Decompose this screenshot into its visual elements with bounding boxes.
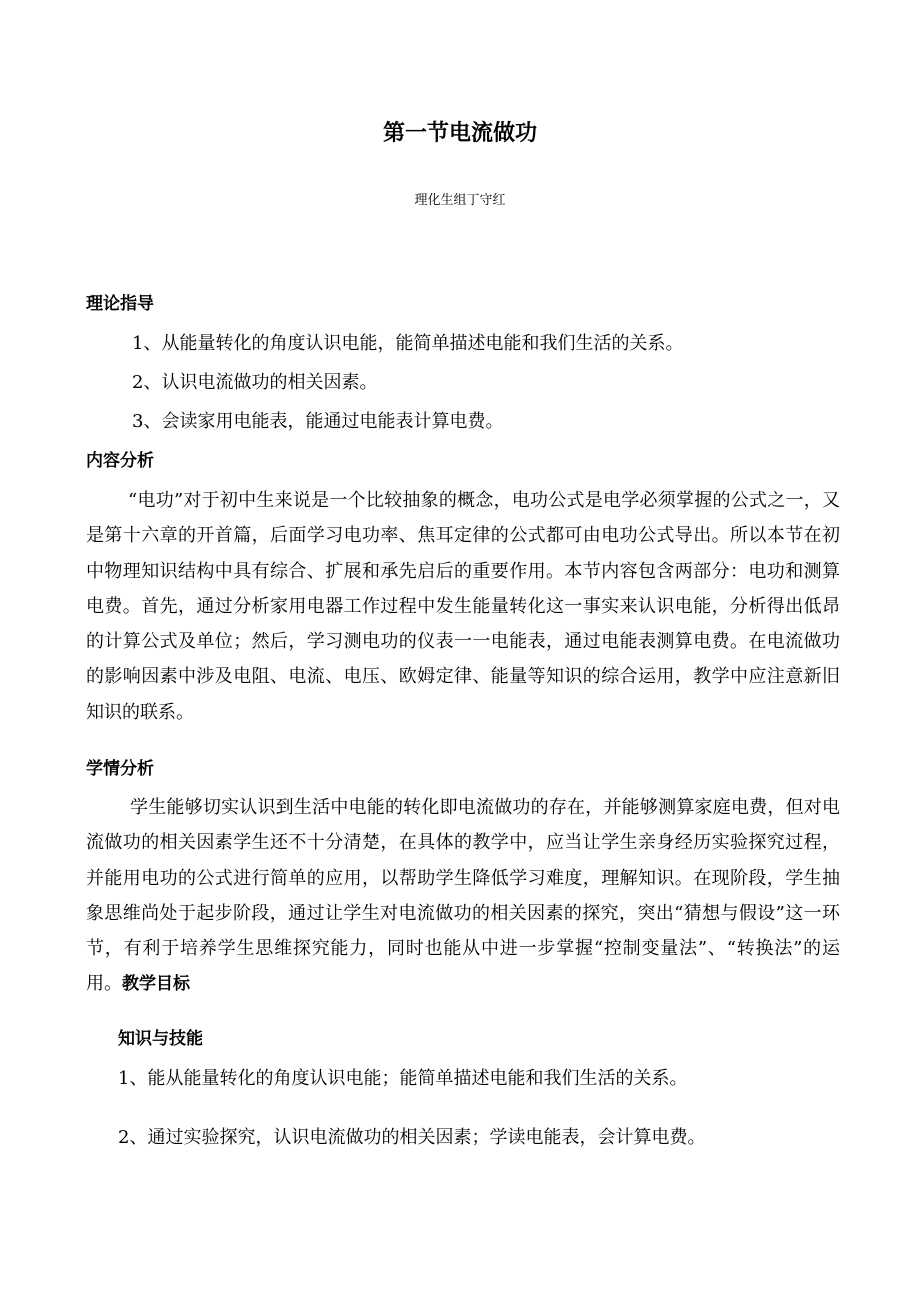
knowledge-item-1: 1、能从能量转化的角度认识电能；能简单描述电能和我们生活的关系。 [118,1068,688,1089]
theory-item-1: 1、从能量转化的角度认识电能，能简单描述电能和我们生活的关系。 [132,333,684,354]
student-analysis-text: 学生能够切实认识到生活中电能的转化即电流做功的存在，并能够测算家庭电费，但对电流做功的相关因素学生还不十分清楚，在具体的教学中，应当让学生亲身经历实验探究过程，并能用电功的公式进行简单的应用，以帮助学生降低学习难度，理解知识。在现阶段，学生抽象思维尚处于起步阶段，通过让学生对电流做功的相关因素的探究，突出“猜想与假设”这一环节，有利于培养学生思维探究能力，同时也能从中进一步掌握“控制变量法”、“转换法”的运用。 [86,797,840,995]
content-analysis-paragraph: “电功”对于初中生来说是一个比较抽象的概念，电功公式是电学必须掌握的公式之一，又是第十六章的开首篇，后面学习电功率、焦耳定律的公式都可由电功公式导出。所以本节在初中物理知识结构中具有综合、扩展和承先启后的重要作用。本节内容包含两部分：电功和测算电费。首先，通过分析家用电器工作过程中发生能量转化这一事实来认识电能，分析得出低昂的计算公式及单位；然后，学习测电功的仪表一一电能表，通过电能表测算电费。在电流做功的影响因素中涉及电阻、电流、电压、欧姆定律、能量等知识的综合运用，教学中应注意新旧知识的联系。 [86,490,840,723]
section-heading-content-analysis: 内容分析 [86,451,154,471]
page-title: 第一节电流做功 [382,121,537,146]
section-heading-teaching-goals: 教学目标 [122,974,190,995]
theory-item-2: 2、认识电流做功的相关因素。 [132,372,378,393]
student-analysis-paragraph [86,790,840,1003]
author-line: 理化生组丁守红 [414,193,506,208]
section-heading-student-analysis: 学情分析 [86,759,154,779]
section-heading-theory: 理论指导 [86,294,154,314]
theory-item-3: 3、会读家用电能表，能通过电能表计算电费。 [132,411,504,432]
subsection-heading-knowledge-skills: 知识与技能 [118,1029,203,1049]
knowledge-item-2: 2、通过实验探究，认识电流做功的相关因素；学读电能表，会计算电费。 [118,1127,706,1148]
